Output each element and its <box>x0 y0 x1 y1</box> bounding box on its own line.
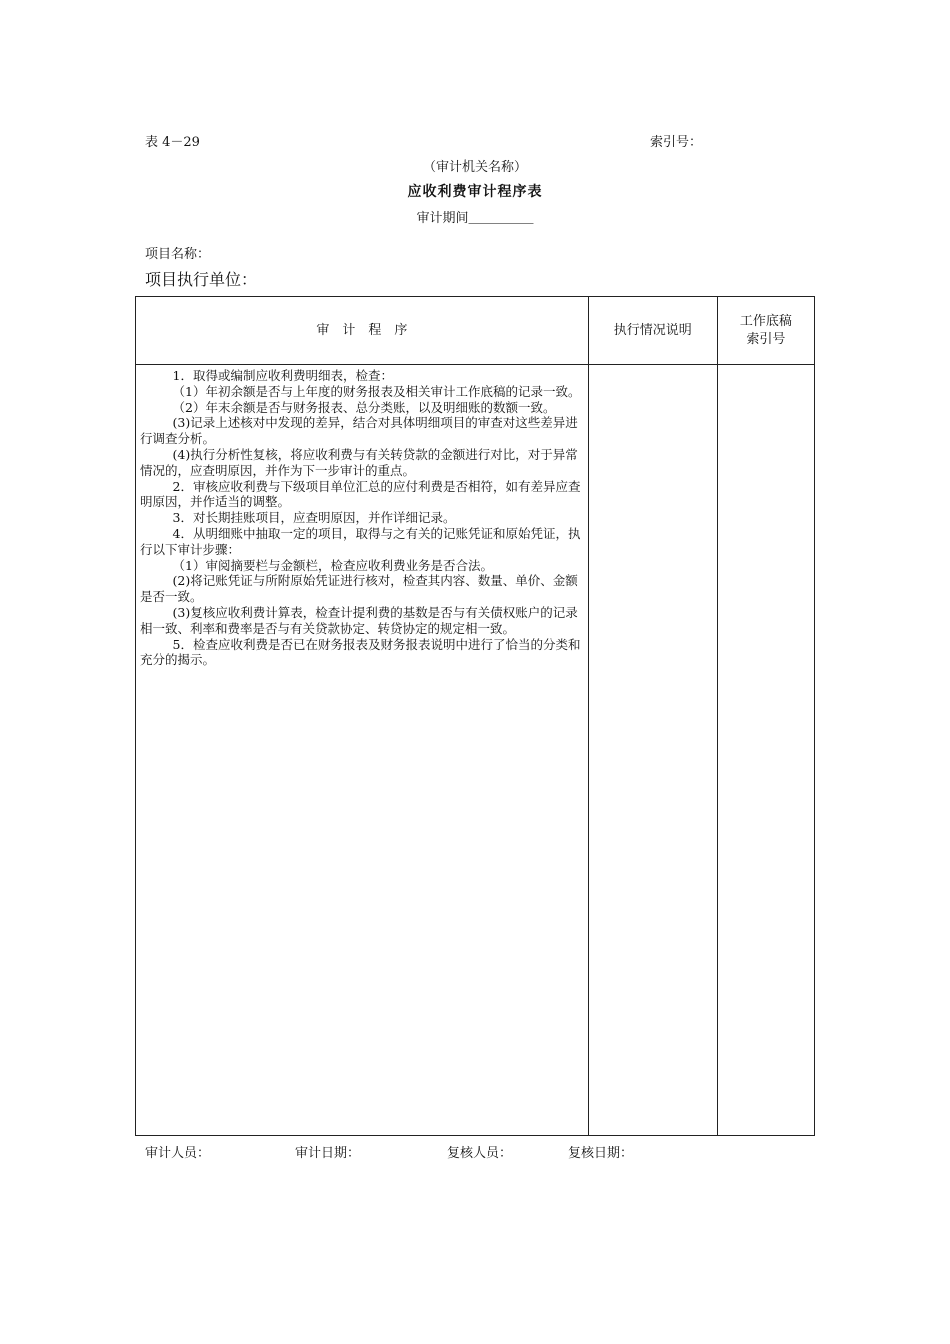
page-title: 应收利费审计程序表 <box>407 184 543 200</box>
form-number: 表 4－29 <box>145 135 200 150</box>
procedure-item: 5．检查应收利费是否已在财务报表及财务报表说明中进行了恰当的分类和充分的揭示。 <box>140 636 581 668</box>
procedure-item: （2）年末余额是否与财务报表、总分类账，以及明细账的数额一致。 <box>172 399 556 415</box>
header-workpaper-index-line2: 索引号 <box>746 331 786 347</box>
procedure-item: 2．审核应收利费与下级项目单位汇总的应付利费是否相符，如有差异应查明原因，并作适当的调整。 <box>140 478 581 510</box>
header-execution-notes: 执行情况说明 <box>588 297 717 365</box>
procedure-item: （1）年初余额是否与上年度的财务报表及相关审计工作底稿的记录一致。 <box>172 383 581 399</box>
table-body-row <box>136 365 815 1136</box>
procedure-item: (3)记录上述核对中发现的差异，结合对具体明细项目的审查对这些差异进行调查分析。 <box>140 415 578 447</box>
auditor-label: 审计人员： <box>145 1146 211 1161</box>
audit-procedure-table <box>135 296 815 1136</box>
workpaper-index-cell[interactable] <box>717 365 814 1136</box>
procedure-item: (3)复核应收利费计算表，检查计提利费的基数是否与有关债权账户的记录相一致、利率和费率是否与有关贷款协定、转贷协定的规定相一致。 <box>140 604 578 636</box>
reviewer-label: 复核人员： <box>447 1146 513 1161</box>
procedure-cell <box>136 365 589 1136</box>
procedure-list <box>136 365 588 668</box>
header-workpaper-index-line1: 工作底稿 <box>739 313 792 329</box>
procedure-item: （1）审阅摘要栏与金额栏，检查应收利费业务是否合法。 <box>172 557 493 573</box>
table-header-row <box>136 297 815 365</box>
procedure-item: 3．对长期挂账项目，应查明原因，并作详细记录。 <box>172 510 456 526</box>
project-unit-label: 项目执行单位： <box>145 270 258 289</box>
procedure-item: 1．取得或编制应收利费明细表，检查： <box>172 368 393 383</box>
project-name-label: 项目名称： <box>145 247 211 262</box>
procedure-item: (4)执行分析性复核，将应收利费与有关转贷款的金额进行对比，对于异常情况的，应查明原因，并作为下一步审计的重点。 <box>140 446 578 478</box>
header-procedure: 审 计 程 序 <box>136 297 589 365</box>
procedure-item: 4．从明细账中抽取一定的项目，取得与之有关的记账凭证和原始凭证，执行以下审计步骤： <box>140 525 581 557</box>
procedure-item: (2)将记账凭证与所附原始凭证进行核对，检查其内容、数量、单价、金额是否一致。 <box>140 573 578 605</box>
org-name: （审计机关名称） <box>422 160 527 175</box>
audit-period: 审计期间＿＿＿＿＿ <box>416 211 534 226</box>
index-number-label: 索引号： <box>650 135 703 150</box>
execution-notes-cell[interactable] <box>588 365 717 1136</box>
review-date-label: 复核日期： <box>568 1146 634 1161</box>
audit-date-label: 审计日期： <box>295 1146 361 1161</box>
header-workpaper-index <box>717 297 814 365</box>
